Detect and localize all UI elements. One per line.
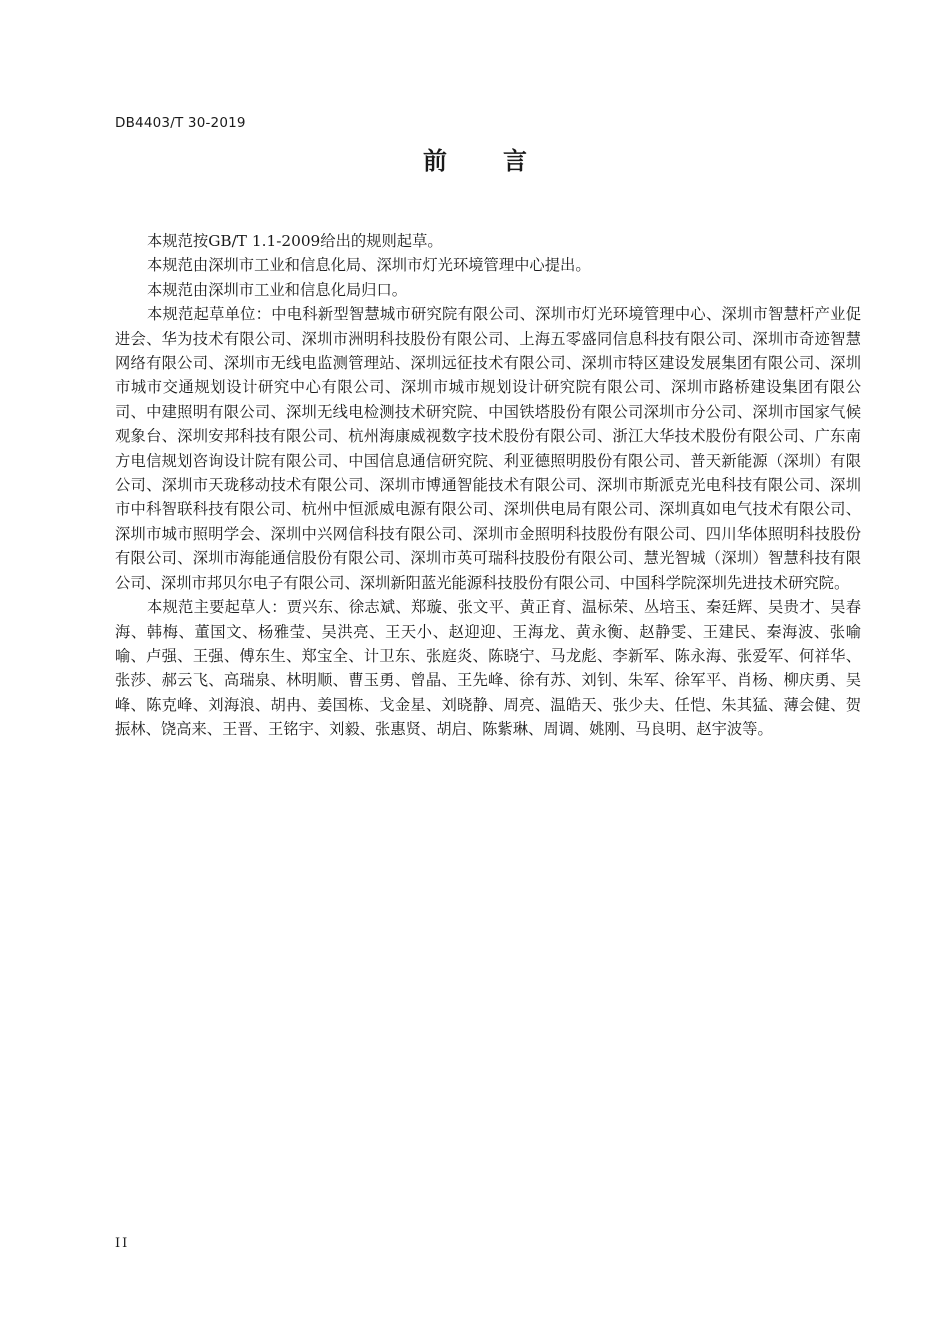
paragraph-drafters: 本规范主要起草人：贾兴东、徐志斌、郑璇、张文平、黄正育、温标荣、丛培玉、秦廷辉、吴贵才、吴春海、韩梅、董国文、杨雅莹、吴洪亮、王天小、赵迎迎、王海龙、黄永衡、赵静雯、王建民、秦海波、张喻喻、卢强、王强、傅东生、郑宝全、计卫东、张庭炎、陈晓宁、马龙彪、李新军、陈永海、张爱军、何祥华、张莎、郝云飞、高瑞泉、林明顺、曹玉勇、曾晶、王先峰、徐有苏、刘钊、朱军、徐军平、肖杨、柳庆勇、吴峰、陈克峰、刘海浪、胡冉、姜国栋、戈金星、刘晓静、周亮、温皓天、张少夫、任恺、朱其猛、薄会健、贺振林、饶高来、王晋、王铭宇、刘毅、张惠贤、胡启、陈紫琳、周调、姚刚、马良明、赵宇波等。 [115,598,861,739]
document-body [115,229,861,742]
page-number: II [115,1236,130,1251]
page-title: 前言 [423,147,583,175]
paragraph-drafting-rules: 本规范按GB/T 1.1-2009给出的规则起草。 [147,232,443,250]
document-code: DB4403/T 30-2019 [115,115,246,131]
paragraph-drafting-units: 本规范起草单位：中电科新型智慧城市研究院有限公司、深圳市灯光环境管理中心、深圳市智慧杆产业促进会、华为技术有限公司、深圳市洲明科技股份有限公司、上海五零盛同信息科技有限公司、深圳市奇迹智慧网络有限公司、深圳市无线电监测管理站、深圳远征技术有限公司、深圳市特区建设发展集团有限公司、深圳市城市交通规划设计研究中心有限公司、深圳市城市规划设计研究院有限公司、深圳市路桥建设集团有限公司、中建照明有限公司、深圳无线电检测技术研究院、中国铁塔股份有限公司深圳市分公司、深圳市国家气候观象台、深圳安邦科技有限公司、杭州海康威视数字技术股份有限公司、浙江大华技术股份有限公司、广东南方电信规划咨询设计院有限公司、中国信息通信研究院、利亚德照明股份有限公司、普天新能源（深圳）有限公司、深圳市天珑移动技术有限公司、深圳市博通智能技术有限公司、深圳市斯派克光电科技有限公司、深圳市中科智联科技有限公司、杭州中恒派威电源有限公司、深圳供电局有限公司、深圳真如电气技术有限公司、深圳市城市照明学会、深圳中兴网信科技有限公司、深圳市金照明科技股份有限公司、四川华体照明科技股份有限公司、深圳市海能通信股份有限公司、深圳市英可瑞科技股份有限公司、慧光智城（深圳）智慧科技有限公司、深圳市邦贝尔电子有限公司、深圳新阳蓝光能源科技股份有限公司、中国科学院深圳先进技术研究院。 [115,305,861,592]
paragraph-administrator: 本规范由深圳市工业和信息化局归口。 [147,280,408,299]
paragraph-proposer: 本规范由深圳市工业和信息化局、深圳市灯光环境管理中心提出。 [147,256,591,275]
